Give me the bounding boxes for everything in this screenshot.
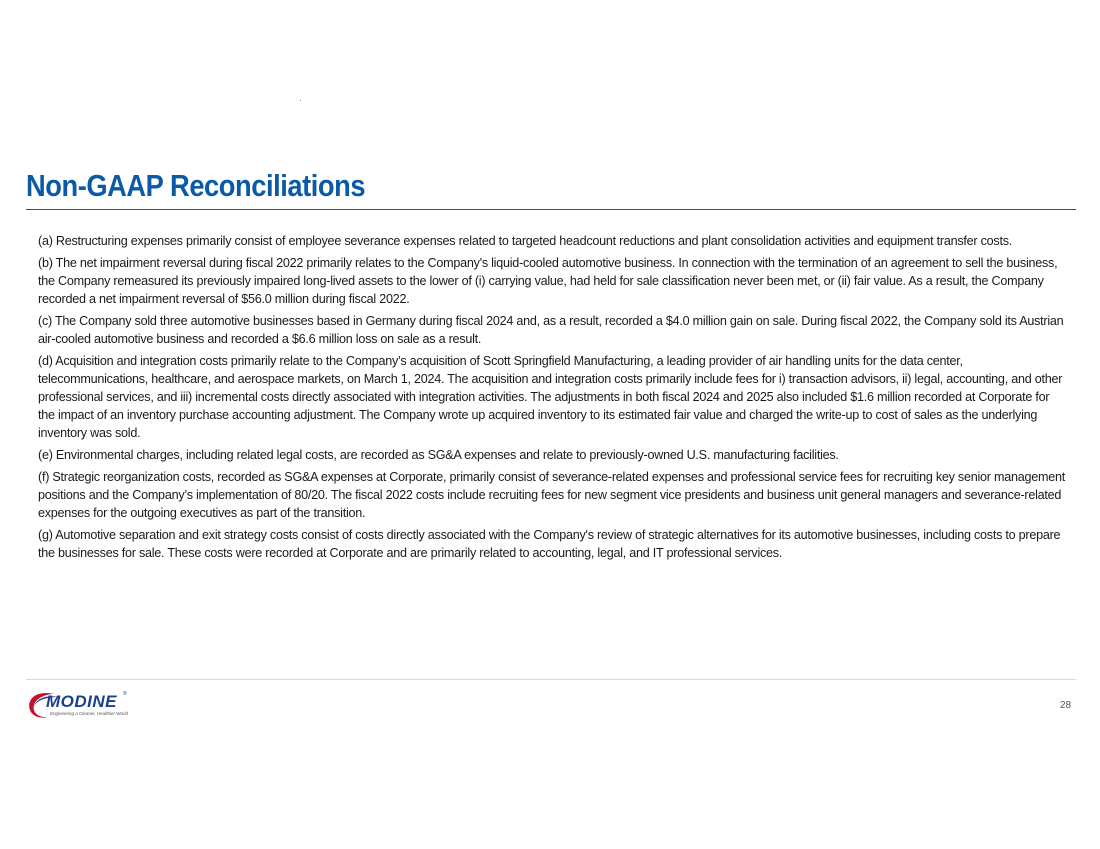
footnote-f: (f) Strategic reorganization costs, recorded as SG&A expenses at Corporate, primarily consist of severance-related expenses and professional service fees for recruiting key senior management positions and the Company’s implementation of 80/20. The fiscal 2022 costs include recruiting fees for new segment vice presidents and business unit general managers and severance-related expenses for the outgoing executives as part of the transition.	[38, 470, 1065, 520]
page-number: 28	[1060, 700, 1072, 711]
footnote-c: (c) The Company sold three automotive businesses based in Germany during fiscal 2024 and, as a result, recorded a $4.0 million gain on sale. During fiscal 2022, the Company sold its Austrian air-cooled automotive business and recorded a $6.6 million loss on sale as a result.	[38, 314, 1064, 346]
footnote-d: (d) Acquisition and integration costs primarily relate to the Company’s acquisition of Scott Springfield Manufacturing, a leading provider of air handling units for the data center, telecommunications, healthcare, and aerospace markets, on March 1, 2024. The acquisition and integration costs primarily include fees for i) transaction advisors, ii) legal, accounting, and other professional services, and iii) incremental costs directly associated with integration activities. The adjustments in both fiscal 2024 and 2025 also included $1.6 million recorded at Corporate for the impact of an inventory purchase accounting adjustment. The Company wrote up acquired inventory to its estimated fair value and charged the write-up to cost of sales as the underlying inventory was sold.	[38, 354, 1063, 440]
logo-wordmark: MODINE	[46, 692, 117, 711]
footer-divider	[26, 679, 1076, 680]
footnotes	[38, 232, 1068, 566]
logo-trademark: ®	[123, 691, 127, 697]
footnote-a: (a) Restructuring expenses primarily consist of employee severance expenses related to targeted headcount reductions and plant consolidation activities and equipment transfer costs.	[38, 234, 1013, 248]
modine-logo	[24, 688, 134, 722]
title-divider	[26, 209, 1076, 210]
footnote-b: (b) The net impairment reversal during fiscal 2022 primarily relates to the Company's liquid-cooled automotive business. In connection with the termination of an agreement to sell the business, the Company remeasured its previously impaired long-lived assets to the lower of (i) carrying value, had held for sale classification never been met, or (ii) fair value. As a result, the Company recorded a net impairment reversal of $56.0 million during fiscal 2022.	[38, 256, 1058, 306]
footnote-e: (e) Environmental charges, including related legal costs, are recorded as SG&A expenses and relate to previously-owned U.S. manufacturing facilities.	[38, 448, 839, 462]
page-title: Non-GAAP Reconciliations	[26, 168, 366, 203]
logo-tagline: Engineering a Cleaner, Healthier World	[50, 711, 129, 716]
stray-dot	[300, 100, 301, 101]
footnote-g: (g) Automotive separation and exit strategy costs consist of costs directly associated with the Company's review of strategic alternatives for its automotive businesses, including costs to prepare the businesses for sale. These costs were recorded at Corporate and are primarily related to accounting, legal, and IT professional services.	[38, 528, 1061, 560]
